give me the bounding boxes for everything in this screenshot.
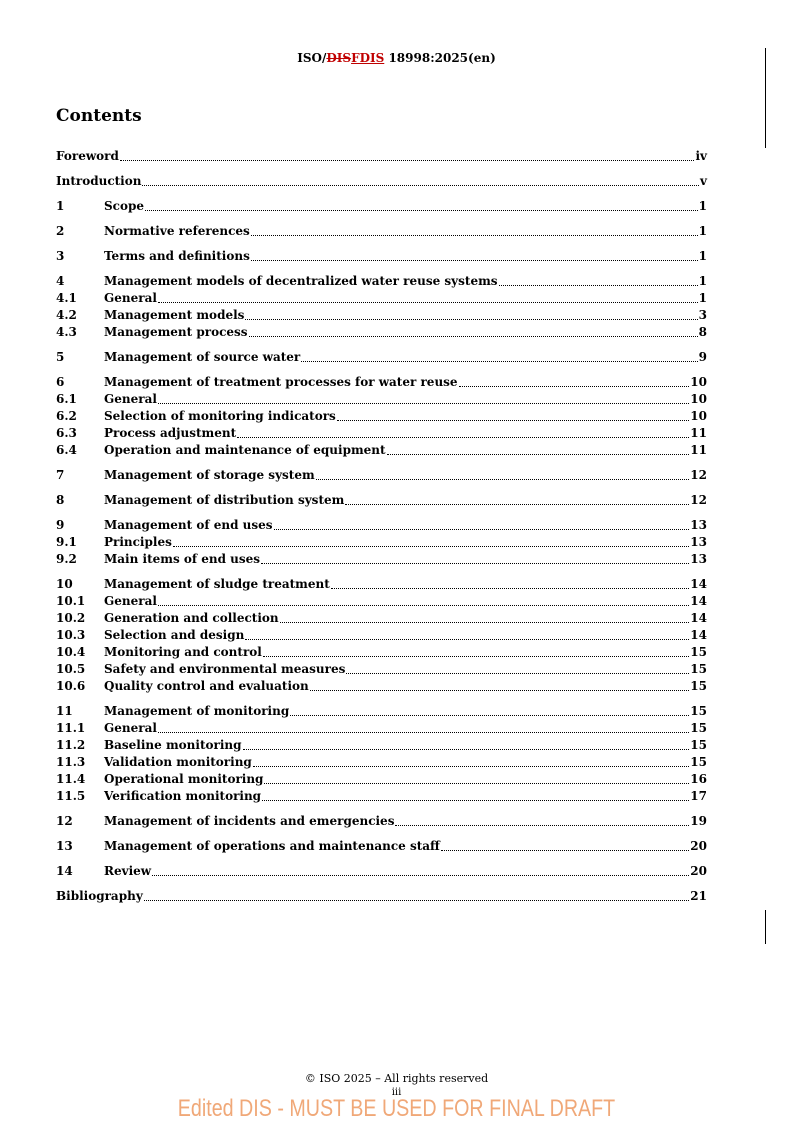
toc-entry[interactable] [56, 248, 707, 265]
toc-entry-page: 3 [698, 308, 707, 322]
toc-entry-number: 6.3 [56, 426, 77, 440]
toc-dot-leader [243, 748, 690, 750]
toc-entry-page: 1 [698, 249, 707, 263]
toc-entry-title: General [104, 291, 157, 305]
toc-entry-title: Management of storage system [104, 468, 315, 482]
draft-watermark: Edited DIS - MUST BE USED FOR FINAL DRAFT [177, 1095, 616, 1122]
toc-entry[interactable] [56, 223, 707, 240]
toc-dot-leader [395, 824, 689, 826]
toc-entry[interactable] [56, 173, 707, 190]
header-inserted-text: FDIS [351, 51, 385, 65]
toc-entry[interactable] [56, 534, 707, 551]
toc-entry-title: General [104, 721, 157, 735]
toc-dot-leader [142, 184, 699, 186]
toc-entry-page: 15 [690, 645, 707, 659]
toc-entry-title: Operational monitoring [104, 772, 264, 786]
toc-entry-number: 6 [56, 375, 65, 389]
toc-entry[interactable] [56, 720, 707, 737]
toc-entry-title: Management of end uses [104, 518, 273, 532]
toc-entry-number: 10.5 [56, 662, 86, 676]
toc-entry-number: 4.1 [56, 291, 77, 305]
toc-entry-number: 6.2 [56, 409, 77, 423]
toc-entry-title: Verification monitoring [104, 789, 262, 803]
toc-entry[interactable] [56, 644, 707, 661]
toc-entry-page: 20 [690, 864, 707, 878]
toc-dot-leader [120, 159, 695, 161]
toc-entry-number: 11 [56, 704, 73, 718]
toc-entry-title: Monitoring and control [104, 645, 262, 659]
toc-entry[interactable] [56, 324, 707, 341]
header-suffix: 18998:2025(en) [384, 51, 496, 65]
toc-entry-page: 15 [690, 755, 707, 769]
toc-dot-leader [173, 545, 689, 547]
toc-entry[interactable] [56, 610, 707, 627]
copyright-notice: © ISO 2025 – All rights reserved [304, 1072, 489, 1085]
document-header [0, 51, 793, 65]
toc-entry-title: Management process [104, 325, 248, 339]
toc-dot-leader [237, 436, 689, 438]
toc-entry[interactable] [56, 517, 707, 534]
toc-entry-title: Terms and definitions [104, 249, 250, 263]
toc-dot-leader [387, 453, 690, 455]
toc-dot-leader [290, 714, 689, 716]
toc-entry[interactable] [56, 198, 707, 215]
toc-entry-page: 12 [690, 468, 707, 482]
toc-dot-leader [152, 874, 689, 876]
toc-entry[interactable] [56, 788, 707, 805]
toc-entry-number: 10.3 [56, 628, 86, 642]
toc-entry-number: 10.6 [56, 679, 86, 693]
change-bar-bottom [765, 910, 766, 944]
toc-entry[interactable] [56, 425, 707, 442]
toc-entry-page: 1 [698, 291, 707, 305]
toc-entry-title: Quality control and evaluation [104, 679, 309, 693]
toc-entry-number: 9.2 [56, 552, 77, 566]
toc-entry-page: 15 [690, 679, 707, 693]
toc-dot-leader [441, 849, 689, 851]
toc-entry[interactable] [56, 408, 707, 425]
toc-entry-title: Management of incidents and emergencies [104, 814, 395, 828]
toc-entry-title: Management of source water [104, 350, 301, 364]
toc-entry-number: 11.3 [56, 755, 86, 769]
toc-entry-page: 13 [690, 535, 707, 549]
toc-entry[interactable] [56, 813, 707, 830]
toc-entry-page: 10 [690, 375, 707, 389]
toc-entry[interactable] [56, 273, 707, 290]
contents-title: Contents [56, 106, 142, 126]
change-bar-top [765, 48, 766, 148]
header-prefix: ISO/ [297, 51, 327, 65]
toc-entry[interactable] [56, 771, 707, 788]
toc-dot-leader [331, 587, 690, 589]
toc-entry[interactable] [56, 678, 707, 695]
toc-entry[interactable] [56, 442, 707, 459]
toc-entry-title: Management models of decentralized water reuse systems [104, 274, 498, 288]
toc-entry[interactable] [56, 863, 707, 880]
toc-entry[interactable] [56, 593, 707, 610]
toc-entry-page: 14 [690, 594, 707, 608]
toc-entry-page: 16 [690, 772, 707, 786]
toc-entry-number: 6.4 [56, 443, 77, 457]
toc-entry-title: Introduction [56, 174, 142, 188]
header-deleted-text: DIS [326, 51, 352, 65]
toc-entry-title: Management of monitoring [104, 704, 290, 718]
toc-entry-page: v [700, 174, 707, 188]
toc-dot-leader [245, 318, 697, 320]
toc-entry-page: 14 [690, 611, 707, 625]
toc-dot-leader [158, 731, 689, 733]
toc-entry-number: 10.2 [56, 611, 86, 625]
toc-entry-number: 3 [56, 249, 65, 263]
toc-entry-title: Scope [104, 199, 145, 213]
toc-entry[interactable] [56, 391, 707, 408]
toc-entry-page: 19 [690, 814, 707, 828]
toc-dot-leader [280, 621, 690, 623]
toc-entry-title: Normative references [104, 224, 250, 238]
toc-entry-page: 12 [690, 493, 707, 507]
toc-entry[interactable] [56, 374, 707, 391]
toc-entry-page: 14 [690, 577, 707, 591]
toc-dot-leader [316, 478, 690, 480]
toc-entry[interactable] [56, 703, 707, 720]
toc-dot-leader [310, 689, 690, 691]
toc-entry-number: 4 [56, 274, 65, 288]
toc-dot-leader [144, 899, 690, 901]
toc-dot-leader [261, 562, 689, 564]
toc-entry-number: 10.4 [56, 645, 86, 659]
toc-entry-page: 14 [690, 628, 707, 642]
toc-entry-page: 10 [690, 392, 707, 406]
toc-entry-title: Management of treatment processes for water reuse [104, 375, 458, 389]
toc-dot-leader [499, 284, 698, 286]
toc-entry-page: 21 [690, 889, 707, 903]
page-number: iii [391, 1087, 402, 1098]
toc-entry-number: 11.5 [56, 789, 86, 803]
toc-entry-page: 15 [690, 721, 707, 735]
toc-dot-leader [253, 765, 689, 767]
toc-entry-number: 7 [56, 468, 65, 482]
toc-entry-number: 14 [56, 864, 73, 878]
toc-entry[interactable] [56, 661, 707, 678]
toc-entry-title: Safety and environmental measures [104, 662, 346, 676]
toc-dot-leader [264, 782, 689, 784]
toc-dot-leader [274, 528, 690, 530]
toc-dot-leader [337, 419, 690, 421]
toc-entry-title: Process adjustment [104, 426, 237, 440]
toc-entry-number: 9.1 [56, 535, 77, 549]
toc-dot-leader [345, 503, 689, 505]
toc-entry-title: Selection and design [104, 628, 245, 642]
toc-entry-number: 11.4 [56, 772, 86, 786]
toc-entry-page: 13 [690, 552, 707, 566]
toc-entry-page: 8 [698, 325, 707, 339]
toc-dot-leader [459, 385, 690, 387]
toc-dot-leader [263, 655, 689, 657]
toc-entry-number: 1 [56, 199, 65, 213]
toc-entry-page: iv [695, 149, 707, 163]
toc-entry-page: 20 [690, 839, 707, 853]
toc-entry[interactable] [56, 754, 707, 771]
toc-dot-leader [301, 360, 697, 362]
toc-entry-page: 9 [698, 350, 707, 364]
toc-entry-title: Foreword [56, 149, 119, 163]
toc-dot-leader [251, 234, 698, 236]
toc-entry-page: 1 [698, 224, 707, 238]
toc-entry-number: 10 [56, 577, 73, 591]
toc-entry[interactable] [56, 349, 707, 366]
toc-entry-title: Management of distribution system [104, 493, 345, 507]
toc-dot-leader [245, 638, 689, 640]
toc-entry[interactable] [56, 492, 707, 509]
toc-entry-number: 5 [56, 350, 65, 364]
toc-entry-title: Main items of end uses [104, 552, 261, 566]
toc-entry-title: Operation and maintenance of equipment [104, 443, 386, 457]
toc-entry[interactable] [56, 307, 707, 324]
toc-entry-title: Generation and collection [104, 611, 279, 625]
toc-entry[interactable] [56, 737, 707, 754]
toc-entry-page: 10 [690, 409, 707, 423]
toc-dot-leader [251, 259, 698, 261]
toc-entry-page: 11 [690, 426, 707, 440]
table-of-contents [56, 148, 707, 905]
toc-dot-leader [158, 604, 689, 606]
toc-dot-leader [158, 402, 689, 404]
toc-entry-page: 15 [690, 662, 707, 676]
toc-dot-leader [158, 301, 698, 303]
toc-entry[interactable] [56, 551, 707, 568]
toc-entry-title: Bibliography [56, 889, 143, 903]
toc-entry-page: 1 [698, 274, 707, 288]
toc-entry-number: 11.2 [56, 738, 86, 752]
toc-entry[interactable] [56, 838, 707, 855]
toc-entry-title: Selection of monitoring indicators [104, 409, 336, 423]
toc-entry-title: General [104, 392, 157, 406]
toc-entry[interactable] [56, 148, 707, 165]
toc-entry[interactable] [56, 467, 707, 484]
toc-entry-page: 1 [698, 199, 707, 213]
toc-entry-title: Principles [104, 535, 172, 549]
toc-entry-page: 17 [690, 789, 707, 803]
toc-entry-page: 11 [690, 443, 707, 457]
toc-entry-number: 10.1 [56, 594, 86, 608]
toc-entry-title: Validation monitoring [104, 755, 252, 769]
toc-entry-number: 9 [56, 518, 65, 532]
toc-entry-page: 13 [690, 518, 707, 532]
toc-dot-leader [249, 335, 698, 337]
toc-dot-leader [262, 799, 689, 801]
toc-dot-leader [145, 209, 698, 211]
toc-entry-number: 13 [56, 839, 73, 853]
toc-entry-title: Baseline monitoring [104, 738, 242, 752]
toc-entry-number: 6.1 [56, 392, 77, 406]
toc-entry-page: 15 [690, 738, 707, 752]
toc-entry-title: Review [104, 864, 152, 878]
toc-entry-number: 12 [56, 814, 73, 828]
toc-entry[interactable] [56, 290, 707, 307]
toc-entry[interactable] [56, 576, 707, 593]
toc-entry[interactable] [56, 888, 707, 905]
toc-entry-number: 2 [56, 224, 65, 238]
toc-entry-title: Management of sludge treatment [104, 577, 330, 591]
toc-dot-leader [346, 672, 689, 674]
toc-entry-number: 4.2 [56, 308, 77, 322]
toc-entry-page: 15 [690, 704, 707, 718]
toc-entry-title: General [104, 594, 157, 608]
toc-entry-title: Management of operations and maintenance staff [104, 839, 440, 853]
toc-entry[interactable] [56, 627, 707, 644]
toc-entry-number: 4.3 [56, 325, 77, 339]
toc-entry-number: 8 [56, 493, 65, 507]
toc-entry-title: Management models [104, 308, 245, 322]
toc-entry-number: 11.1 [56, 721, 86, 735]
